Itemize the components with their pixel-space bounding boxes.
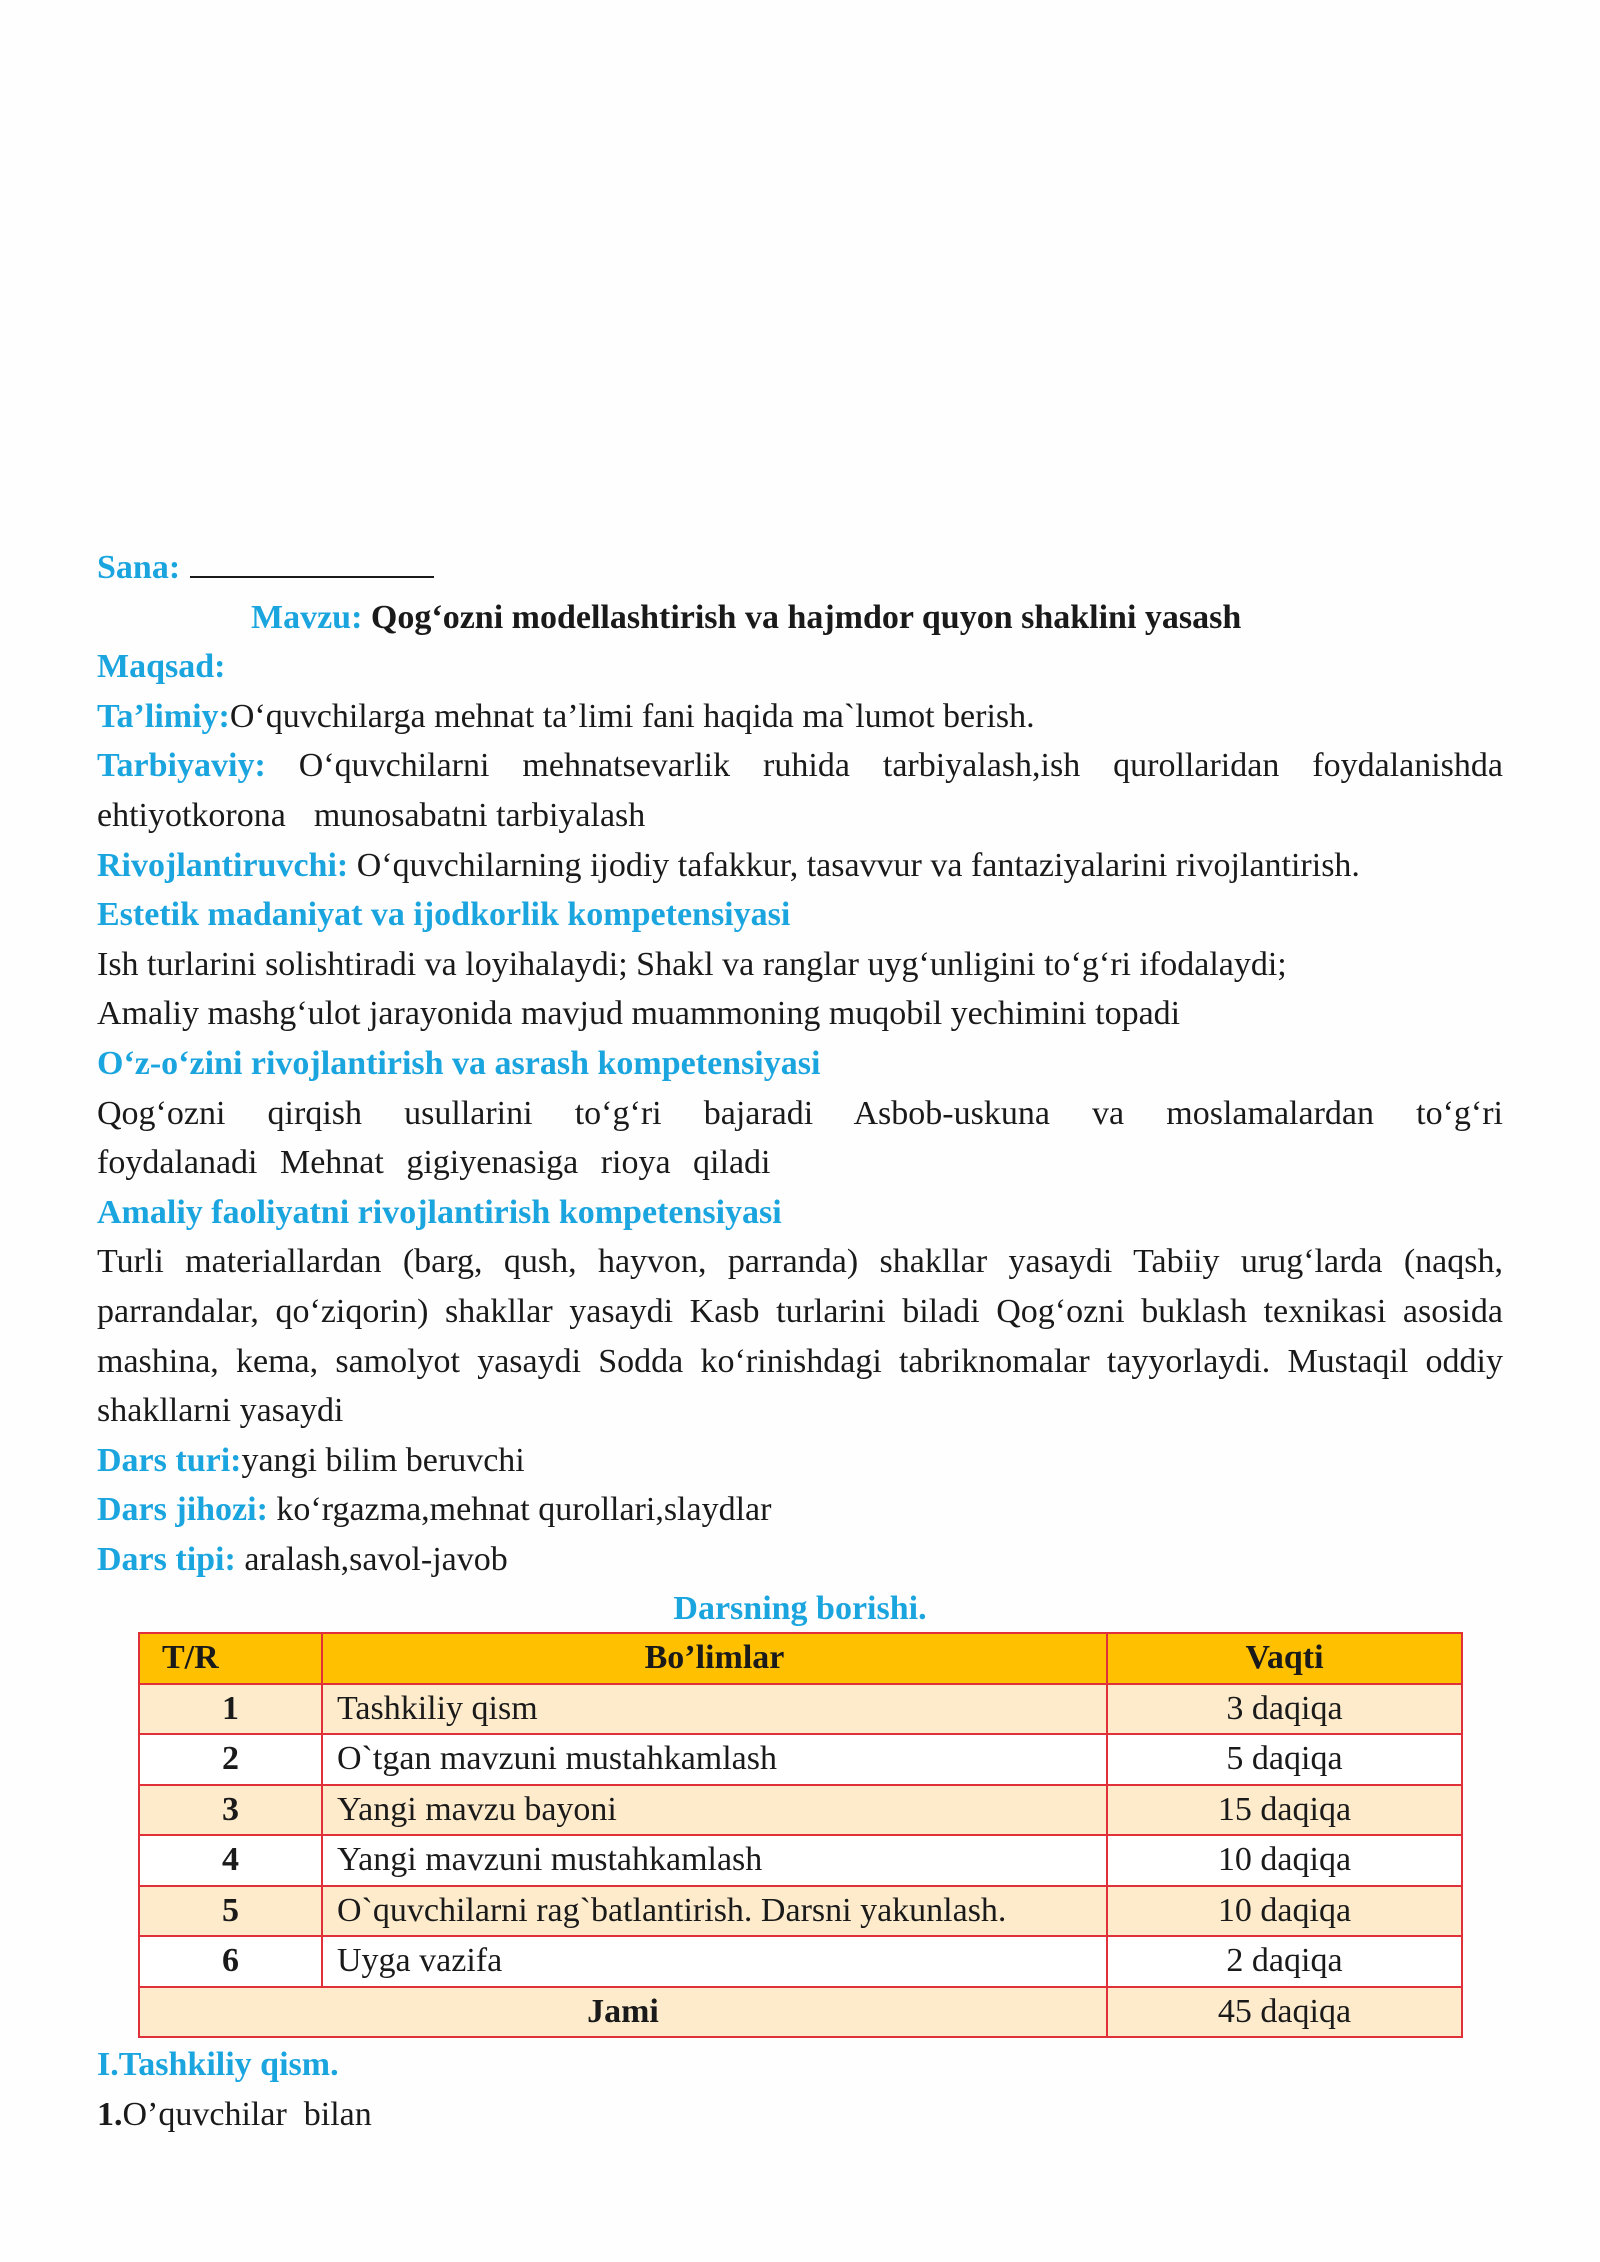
upbringing-goal-text: O‘quvchilarni mehnatsevarlik ruhida tarbiyalash,ish qurollaridan foydalanishda (298, 747, 1503, 785)
row-section: O`quvchilarni rag`batlantirish. Darsni yakunlash. (322, 1886, 1107, 1937)
lesson-schedule-table (138, 1632, 1463, 2038)
lesson-format-label: Dars tipi: (97, 1540, 236, 1578)
item-text: O’quvchilar bilan (122, 2095, 372, 2133)
organizational-section (97, 2040, 1503, 2139)
educational-goal (97, 692, 1503, 742)
total-label: Jami (139, 1987, 1107, 2038)
section-heading: I.Tashkiliy qism. (97, 2046, 339, 2083)
competency-title: Amaliy faoliyatni rivojlantirish kompetensiyasi (97, 1193, 782, 1231)
competency-title: Estetik madaniyat va ijodkorlik kompetensiyasi (97, 896, 791, 934)
row-time: 3 daqiqa (1107, 1684, 1462, 1735)
topic-title: Qog‘ozni modellashtirish va hajmdor quyon shaklini yasash (370, 598, 1242, 636)
upbringing-goal (97, 741, 1503, 791)
competency-title: O‘z-o‘zini rivojlantirish va asrash kompetensiyasi (97, 1044, 821, 1082)
table-row (139, 1936, 1462, 1987)
lesson-type (97, 1436, 1503, 1486)
upbringing-goal-label: Tarbiyaviy: (97, 747, 266, 785)
row-time: 2 daqiqa (1107, 1936, 1462, 1987)
competency-text: Ish turlarini solishtiradi va loyihalaydi; Shakl va ranglar uyg‘unligini to‘g‘ri ifodalaydi; (97, 945, 1287, 983)
upbringing-goal-text-2a: ehtiyotkorona (97, 796, 286, 834)
row-number: 2 (139, 1734, 322, 1785)
table-row (139, 1835, 1462, 1886)
goal-heading (97, 642, 1503, 692)
date-blank (190, 546, 434, 578)
row-section: O`tgan mavzuni mustahkamlash (322, 1734, 1107, 1785)
lesson-format (97, 1535, 1503, 1585)
lesson-type-label: Dars turi: (97, 1441, 242, 1479)
row-number: 4 (139, 1835, 322, 1886)
plan-title: Darsning borishi. (673, 1590, 927, 1628)
total-time: 45 daqiqa (1107, 1987, 1462, 2038)
lesson-equipment (97, 1485, 1503, 1535)
table-header-row (139, 1633, 1462, 1684)
upbringing-goal-continued (97, 791, 1503, 841)
lesson-plan-document (97, 543, 1503, 1634)
row-section: Yangi mavzuni mustahkamlash (322, 1835, 1107, 1886)
row-section: Uyga vazifa (322, 1936, 1107, 1987)
developmental-goal (97, 841, 1503, 891)
lesson-format-value: aralash,savol-javob (244, 1540, 508, 1578)
row-time: 5 daqiqa (1107, 1734, 1462, 1785)
upbringing-goal-text-2b: munosabatni tarbiyalash (313, 796, 646, 834)
competency-text: Amaliy mashg‘ulot jarayonida mavjud muammoning muqobil yechimini topadi (97, 995, 1181, 1033)
item-number: 1. (97, 2095, 123, 2133)
goal-label: Maqsad: (97, 648, 226, 686)
developmental-goal-text: O‘quvchilarning ijodiy tafakkur, tasavvur va fantaziyalarini rivojlantirish. (356, 846, 1360, 884)
column-header-section: Bo’limlar (322, 1633, 1107, 1684)
table-row (139, 1785, 1462, 1836)
lesson-equipment-label: Dars jihozi: (97, 1491, 268, 1529)
column-header-number: T/R (139, 1633, 322, 1684)
date-line (97, 543, 1503, 593)
lesson-equipment-value: ko‘rgazma,mehnat qurollari,slaydlar (276, 1491, 772, 1529)
table-row (139, 1886, 1462, 1937)
table-row (139, 1684, 1462, 1735)
row-time: 15 daqiqa (1107, 1785, 1462, 1836)
educational-goal-text: O‘quvchilarga mehnat ta’limi fani haqida ma`lumot berish. (229, 697, 1035, 735)
date-label: Sana: (97, 549, 181, 586)
row-section: Tashkiliy qism (322, 1684, 1107, 1735)
row-number: 3 (139, 1785, 322, 1836)
competency-text: Qog‘ozni qirqish usullarini to‘g‘ri bajaradi Asbob-uskuna va moslamalardan to‘g‘ri foydalanadi Mehnat gigiyenasiga rioya qiladi (97, 1094, 1503, 1182)
column-header-time: Vaqti (1107, 1633, 1462, 1684)
row-number: 5 (139, 1886, 322, 1937)
lesson-type-value: yangi bilim beruvchi (241, 1441, 525, 1479)
topic-label: Mavzu: (251, 598, 363, 636)
topic-line (97, 593, 1503, 643)
row-time: 10 daqiqa (1107, 1886, 1462, 1937)
table-total-row (139, 1987, 1462, 2038)
row-number: 1 (139, 1684, 322, 1735)
developmental-goal-label: Rivojlantiruvchi: (97, 846, 349, 884)
row-number: 6 (139, 1936, 322, 1987)
row-time: 10 daqiqa (1107, 1835, 1462, 1886)
table-row (139, 1734, 1462, 1785)
section-item (97, 2090, 1503, 2140)
educational-goal-label: Ta’limiy: (97, 697, 230, 735)
row-section: Yangi mavzu bayoni (322, 1785, 1107, 1836)
competency-text: Turli materiallardan (barg, qush, hayvon, parranda) shakllar yasaydi Tabiiy urug‘larda (naqsh, parrandalar, qo‘ziqorin) shakllar yasaydi Kasb turlarini biladi Qog‘ozni buklash texnikasi asosida mashina, kema, samolyot yasaydi Sodda ko‘rinishdagi tabriknomalar tayyorlaydi. Mustaqil oddiy shakllarni yasaydi (97, 1243, 1503, 1430)
